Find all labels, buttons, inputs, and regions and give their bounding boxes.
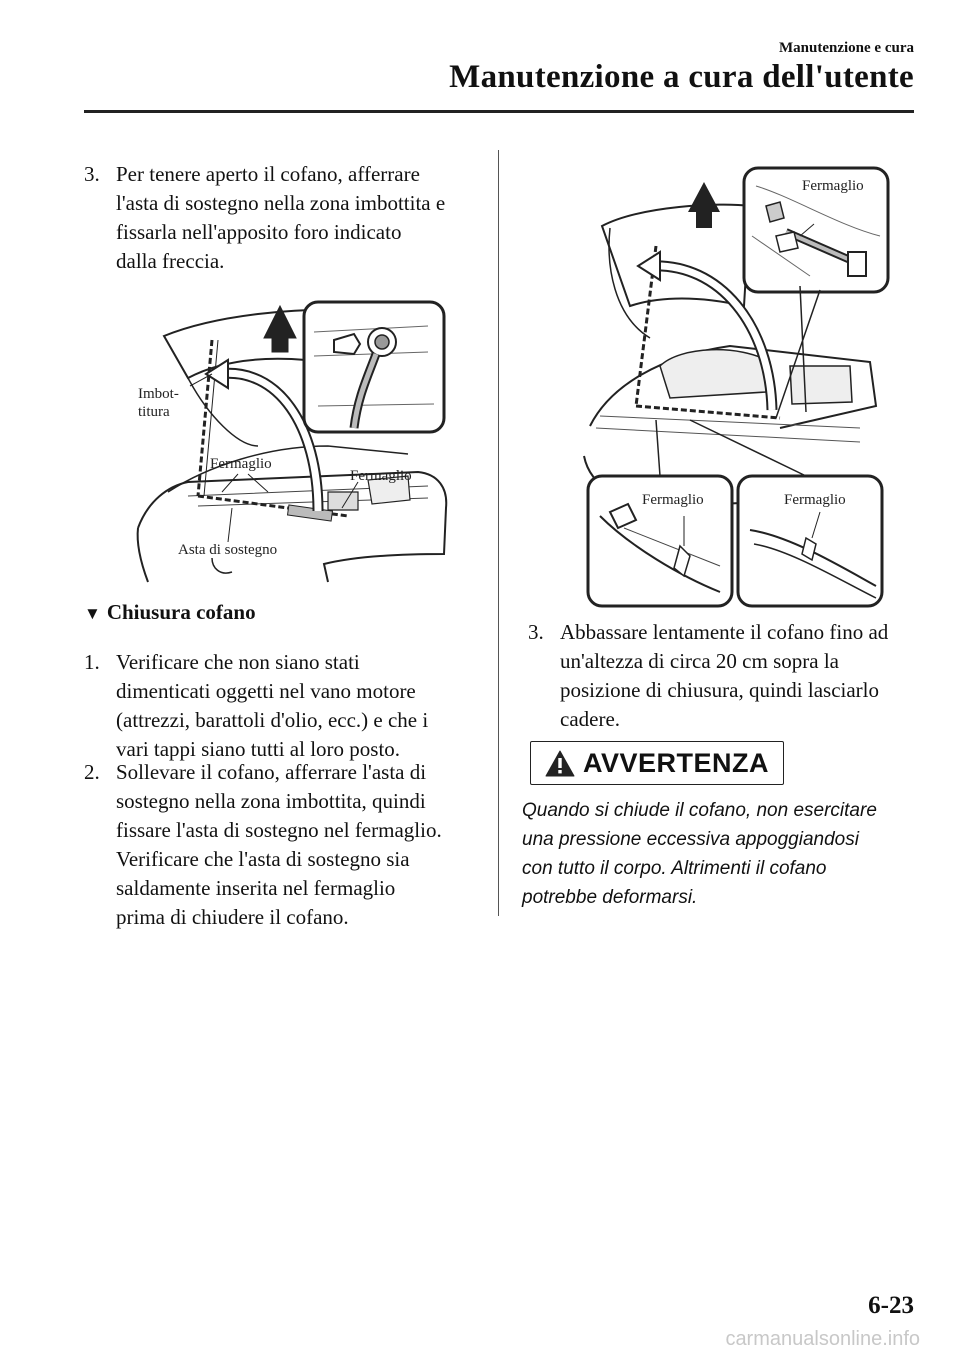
step-line: cadere. <box>560 707 621 731</box>
step-line: Abbassare lentamente il cofano fino ad <box>560 620 889 644</box>
step-line: dimenticati oggetti nel vano motore <box>116 679 416 703</box>
down-triangle-icon: ▼ <box>84 604 101 623</box>
step-line: prima di chiudere il cofano. <box>116 905 349 929</box>
step-line: dalla freccia. <box>116 249 225 273</box>
hood-clip-figure <box>580 166 890 610</box>
step-number: 3. <box>84 162 100 186</box>
warning-label <box>530 741 784 785</box>
step-number: 1. <box>84 650 100 674</box>
warning-line: Quando si chiude il cofano, non esercitare <box>522 800 877 821</box>
step-line: posizione di chiusura, quindi lasciarlo <box>560 678 880 702</box>
label-fermaglio-top: Fermaglio <box>802 178 864 194</box>
left-step-1 <box>84 648 484 764</box>
hood-support-figure <box>128 296 454 586</box>
watermark: carmanualsonline.info <box>725 1328 920 1350</box>
warning-line: una pressione eccessiva appoggiandosi <box>522 829 859 850</box>
label-imbottitura-1: Imbot- <box>138 386 179 402</box>
warning-title: AVVERTENZA <box>582 747 769 778</box>
section-heading <box>84 600 256 625</box>
heading-text: Chiusura cofano <box>106 600 256 624</box>
running-header <box>449 40 914 96</box>
page-number: 6-23 <box>868 1292 914 1319</box>
header-rule <box>84 110 914 113</box>
step-number: 2. <box>84 760 100 784</box>
step-line: fissarla nell'apposito foro indicato <box>116 220 402 244</box>
page-title: Manutenzione a cura dell'utente <box>449 59 914 95</box>
warning-text <box>522 796 902 912</box>
step-line: l'asta di sostegno nella zona imbottita e <box>116 191 446 215</box>
left-step-2 <box>84 758 494 932</box>
step-line: saldamente inserita nel fermaglio <box>116 876 396 900</box>
step-number: 3. <box>528 620 544 644</box>
step-line: Sollevare il cofano, afferrare l'asta di <box>116 760 427 784</box>
label-imbottitura-2: titura <box>138 404 170 420</box>
label-fermaglio-right: Fermaglio <box>350 468 412 484</box>
warning-line: potrebbe deformarsi. <box>522 887 698 908</box>
step-text <box>116 160 445 276</box>
step-text <box>560 618 888 734</box>
step-line: vari tappi siano tutti al loro posto. <box>116 737 401 761</box>
label-asta-di-sostegno: Asta di sostegno <box>178 542 278 558</box>
step-line: Per tenere aperto il cofano, afferrare <box>116 162 420 186</box>
right-step-3 <box>528 618 928 734</box>
step-line: sostegno nella zona imbottita, quindi <box>116 789 426 813</box>
step-line: (attrezzi, barattoli d'olio, ecc.) e che i <box>116 708 429 732</box>
label-fermaglio-left: Fermaglio <box>210 456 272 472</box>
label-fermaglio-bottom-right: Fermaglio <box>784 492 846 508</box>
column-divider <box>498 150 499 916</box>
left-step-3 <box>84 160 484 276</box>
label-fermaglio-bottom-left: Fermaglio <box>642 492 704 508</box>
warning-line: con tutto il corpo. Altrimenti il cofano <box>522 858 827 879</box>
section-name: Manutenzione e cura <box>779 40 914 56</box>
step-line: Verificare che non siano stati <box>116 650 360 674</box>
step-line: un'altezza di circa 20 cm sopra la <box>560 649 839 673</box>
step-text <box>116 648 428 764</box>
warning-triangle-icon <box>545 750 575 777</box>
step-line: Verificare che l'asta di sostegno sia <box>116 847 410 871</box>
hood-support-illustration <box>128 296 454 586</box>
step-text <box>116 758 442 932</box>
hood-clip-illustration <box>580 166 890 610</box>
step-line: fissare l'asta di sostegno nel fermaglio. <box>116 818 442 842</box>
